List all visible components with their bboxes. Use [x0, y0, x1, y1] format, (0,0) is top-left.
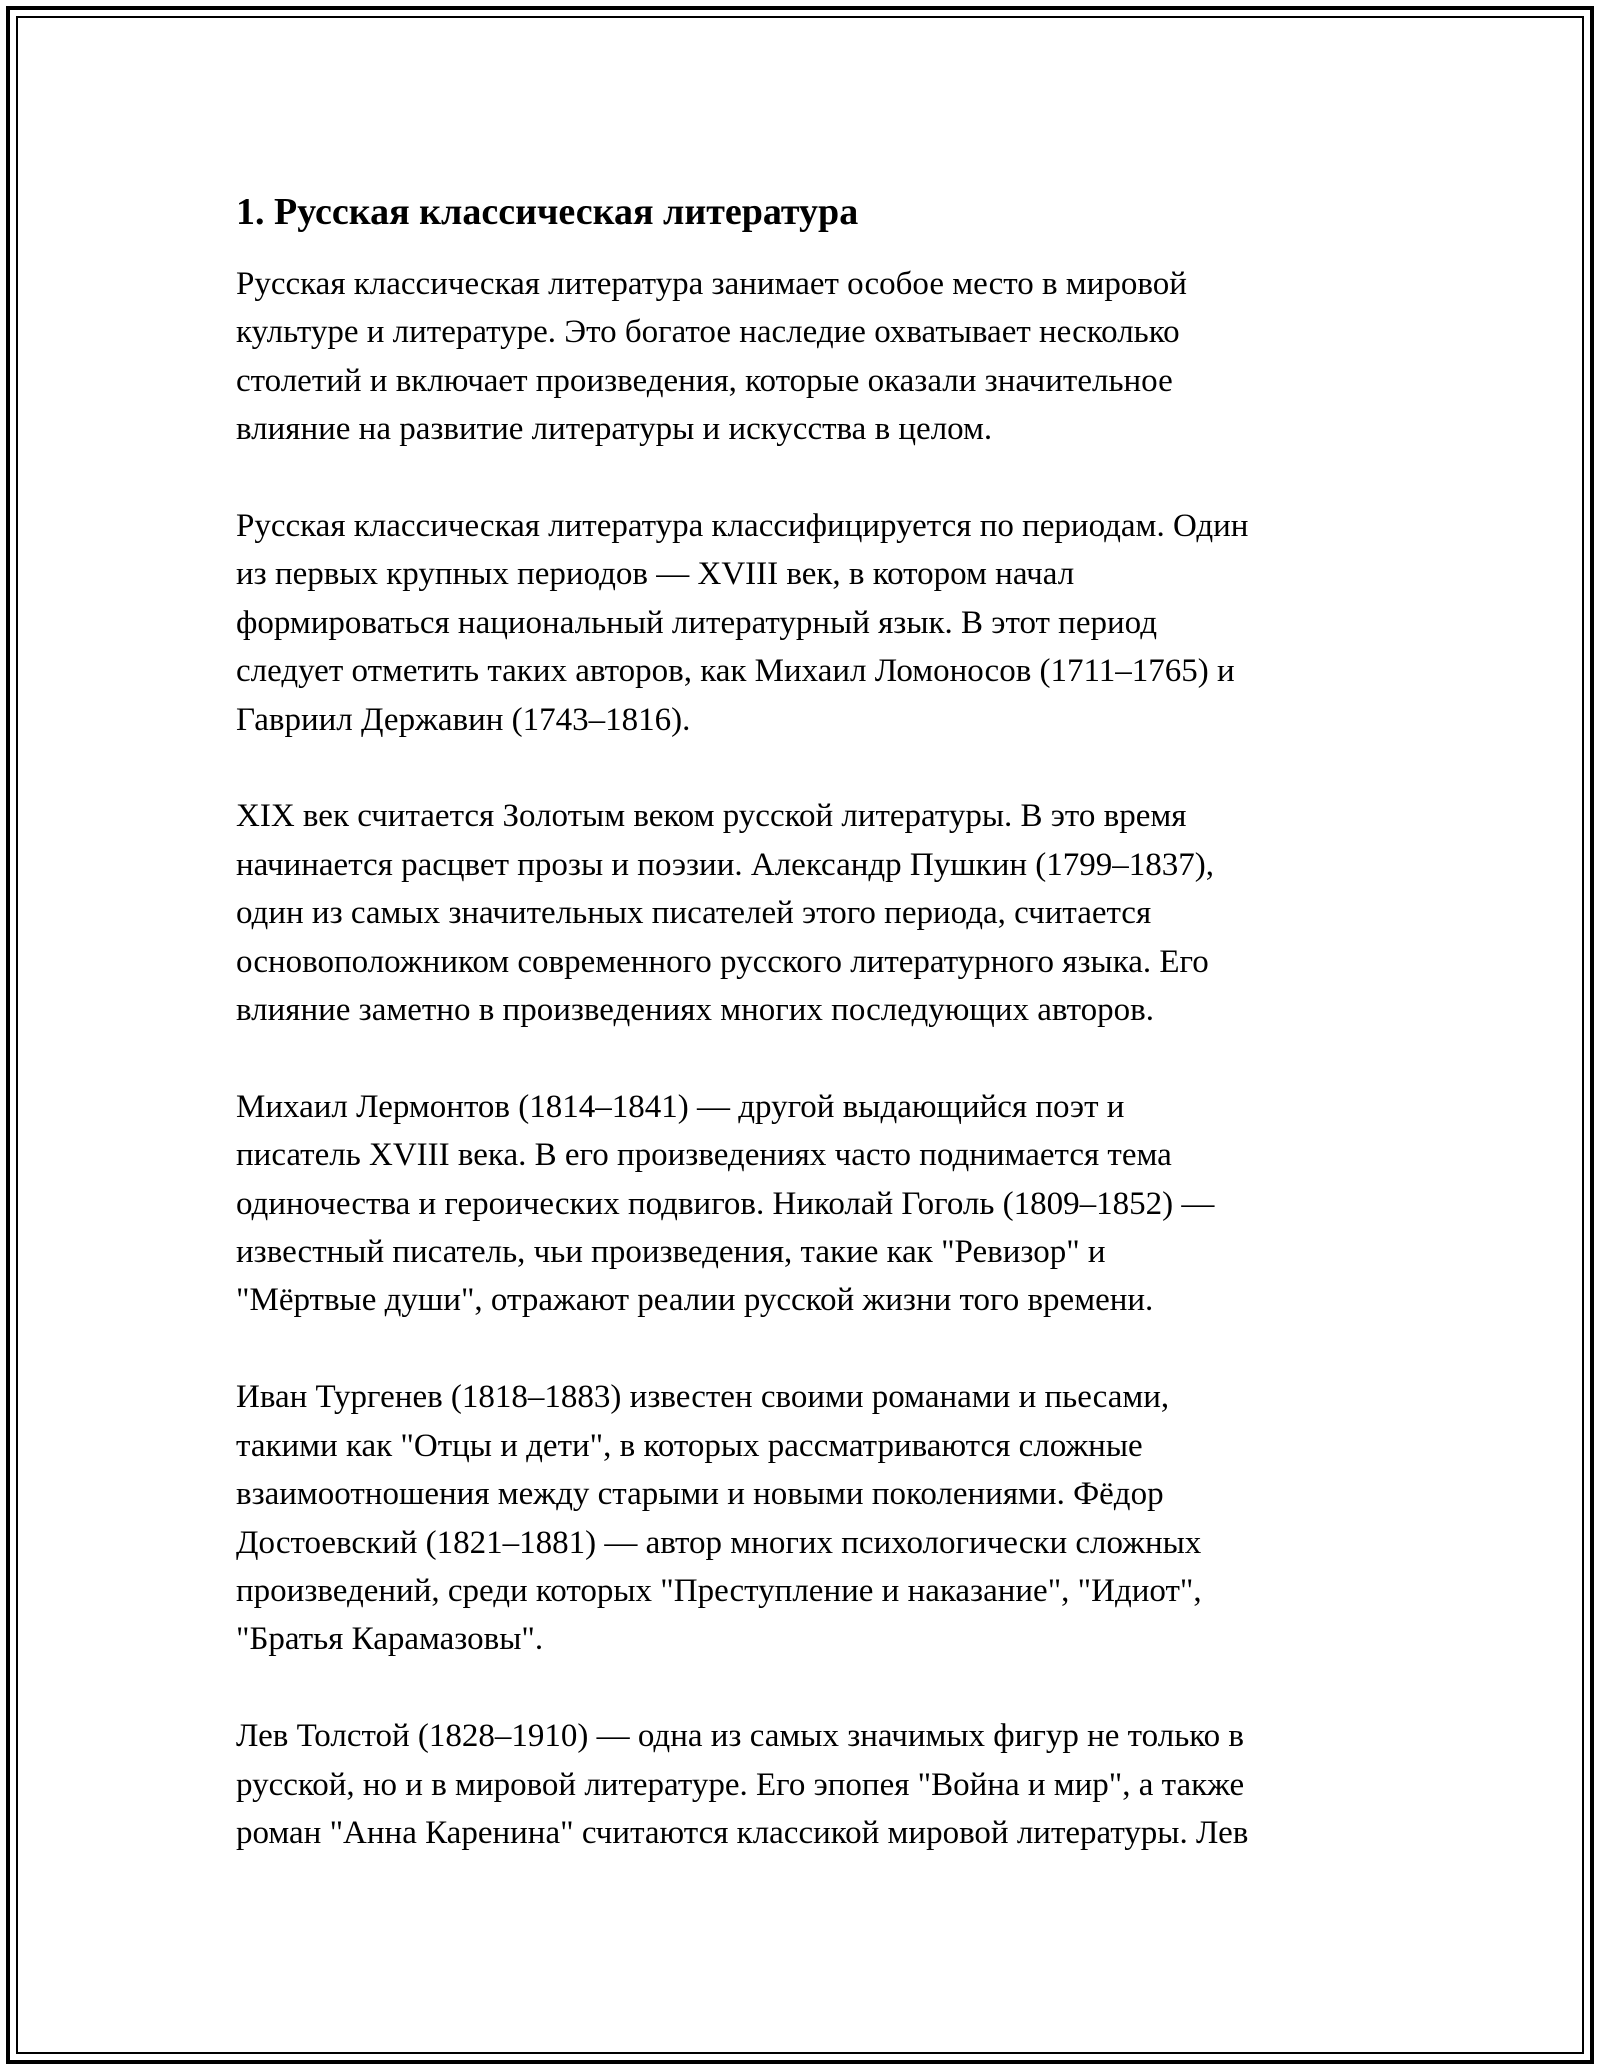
paragraph-intro: [236, 260, 1386, 454]
document-body: [236, 180, 1386, 1906]
text-line: XIX век считается Золотым веком русской литературы. В это время: [236, 798, 1187, 835]
paragraph-periods: [236, 502, 1386, 744]
text-line: взаимоотношения между старыми и новыми поколениями. Фёдор: [236, 1476, 1164, 1513]
text-line: один из самых значительных писателей этого периода, считается: [236, 895, 1152, 932]
text-line: такими как "Отцы и дети", в которых рассматриваются сложные: [236, 1427, 1143, 1464]
text-line: влияние на развитие литературы и искусства в целом.: [236, 411, 993, 448]
text-line: влияние заметно в произведениях многих последующих авторов.: [236, 992, 1154, 1029]
paragraph-turgenev-dostoevsky: [236, 1373, 1386, 1663]
text-line: начинается расцвет прозы и поэзии. Александр Пушкин (1799–1837),: [236, 846, 1214, 883]
text-line: роман "Анна Каренина" считаются классикой мировой литературы. Лев: [236, 1814, 1249, 1851]
text-line: Русская классическая литература занимает особое место в мировой: [236, 266, 1187, 302]
text-line: следует отметить таких авторов, как Михаил Ломоносов (1711–1765) и: [236, 653, 1235, 690]
paragraph-tolstoy: [236, 1712, 1386, 1857]
text-line: известный писатель, чьи произведения, такие как "Ревизор" и: [236, 1234, 1106, 1271]
section-title: 1. Русская классическая литература: [236, 191, 859, 233]
text-line: "Мёртвые души", отражают реалии русской жизни того времени.: [236, 1282, 1154, 1319]
paragraph-golden-age: [236, 792, 1386, 1034]
paragraph-lermontov-gogol: [236, 1083, 1386, 1325]
text-line: из первых крупных периодов — XVIII век, в котором начал: [236, 556, 1075, 593]
text-line: культуре и литературе. Это богатое наследие охватывает несколько: [236, 314, 1180, 351]
text-line: столетий и включает произведения, которые оказали значительное: [236, 362, 1173, 399]
text-line: основоположником современного русского литературного языка. Его: [236, 943, 1209, 980]
text-line: "Братья Карамазовы".: [236, 1621, 544, 1658]
text-line: Гавриил Державин (1743–1816).: [236, 701, 691, 738]
text-line: Русская классическая литература классифицируется по периодам. Один: [236, 508, 1249, 545]
text-line: писатель XVIII века. В его произведениях часто поднимается тема: [236, 1137, 1172, 1174]
text-line: Лев Толстой (1828–1910) — одна из самых значимых фигур не только в: [236, 1718, 1244, 1755]
text-line: Михаил Лермонтов (1814–1841) — другой выдающийся поэт и: [236, 1088, 1125, 1125]
text-line: Иван Тургенев (1818–1883) известен своими романами и пьесами,: [236, 1379, 1170, 1416]
text-line: одиночества и героических подвигов. Николай Гоголь (1809–1852) —: [236, 1185, 1215, 1222]
text-line: Достоевский (1821–1881) — автор многих психологически сложных: [236, 1524, 1202, 1561]
text-line: формироваться национальный литературный язык. В этот период: [236, 604, 1157, 641]
text-line: произведений, среди которых "Преступление и наказание", "Идиот",: [236, 1572, 1202, 1609]
text-line: русской, но и в мировой литературе. Его эпопея "Война и мир", а также: [236, 1766, 1245, 1803]
